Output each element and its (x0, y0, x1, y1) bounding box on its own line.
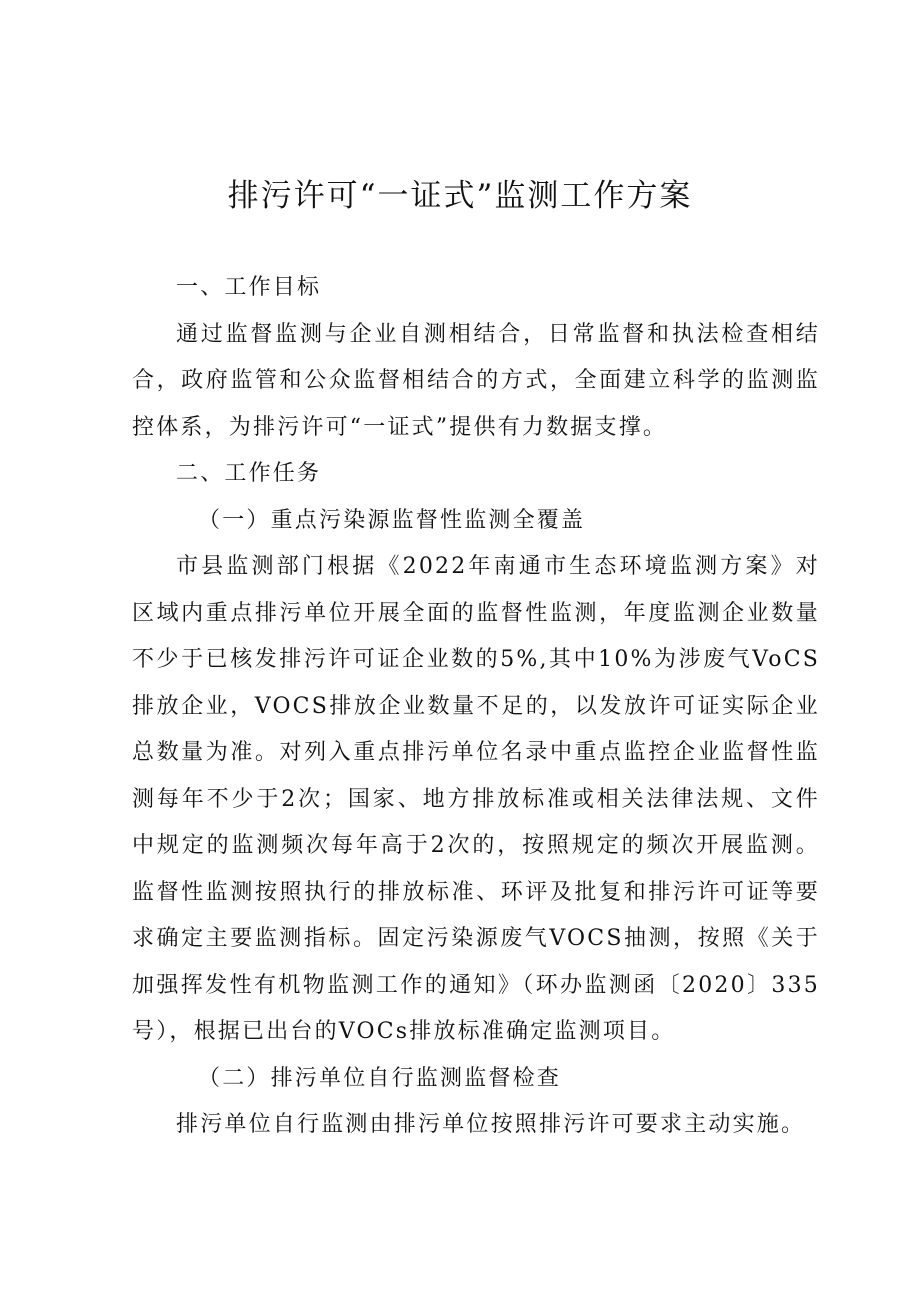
subsection-heading-key-pollution-sources: （一）重点污染源监督性监测全覆盖 (198, 507, 586, 533)
section-heading-work-tasks: 二、工作任务 (176, 461, 322, 486)
paragraph-self-monitoring: 排污单位自行监测由排污单位按照排污许可要求主动实施。 (176, 1112, 806, 1137)
section-heading-work-goals: 一、工作目标 (176, 275, 322, 300)
document-title: 排污许可“一证式”监测工作方案 (227, 178, 693, 214)
paragraph-key-pollution-sources: 市县监测部门根据《2022年南通市生态环境监测方案》对区域内重点排污单位开展全面的监督性监测，年度监测企业数量不少于已核发排污许可证企业数的5%,其中10%为涉废气VoCS排放企业，VOCS排放企业数量不足的，以发放许可证实际企业总数量为准。对列入重点排污单位名录中重点监控企业监督性监测每年不少于2次；国家、地方排放标准或相关法律法规、文件中规定的监测频次每年高于2次的，按照规定的频次开展监测。监督性监测按照执行的排放标准、环评及批复和排污许可证等要求确定主要监测指标。固定污染源废气VOCS抽测，按照《关于加强挥发性有机物监测工作的通知》（环办监测函〔2020〕335号），根据已出台的VOCs排放标准确定监测项目。 (132, 554, 820, 1044)
paragraph-work-goals: 通过监督监测与企业自测相结合，日常监督和执法检查相结合，政府监管和公众监督相结合的方式，全面建立科学的监测监控体系，为排污许可“一证式”提供有力数据支撑。 (132, 321, 820, 440)
document-body (132, 265, 820, 1149)
subsection-heading-self-monitoring: （二）排污单位自行监测监督检查 (198, 1065, 562, 1091)
